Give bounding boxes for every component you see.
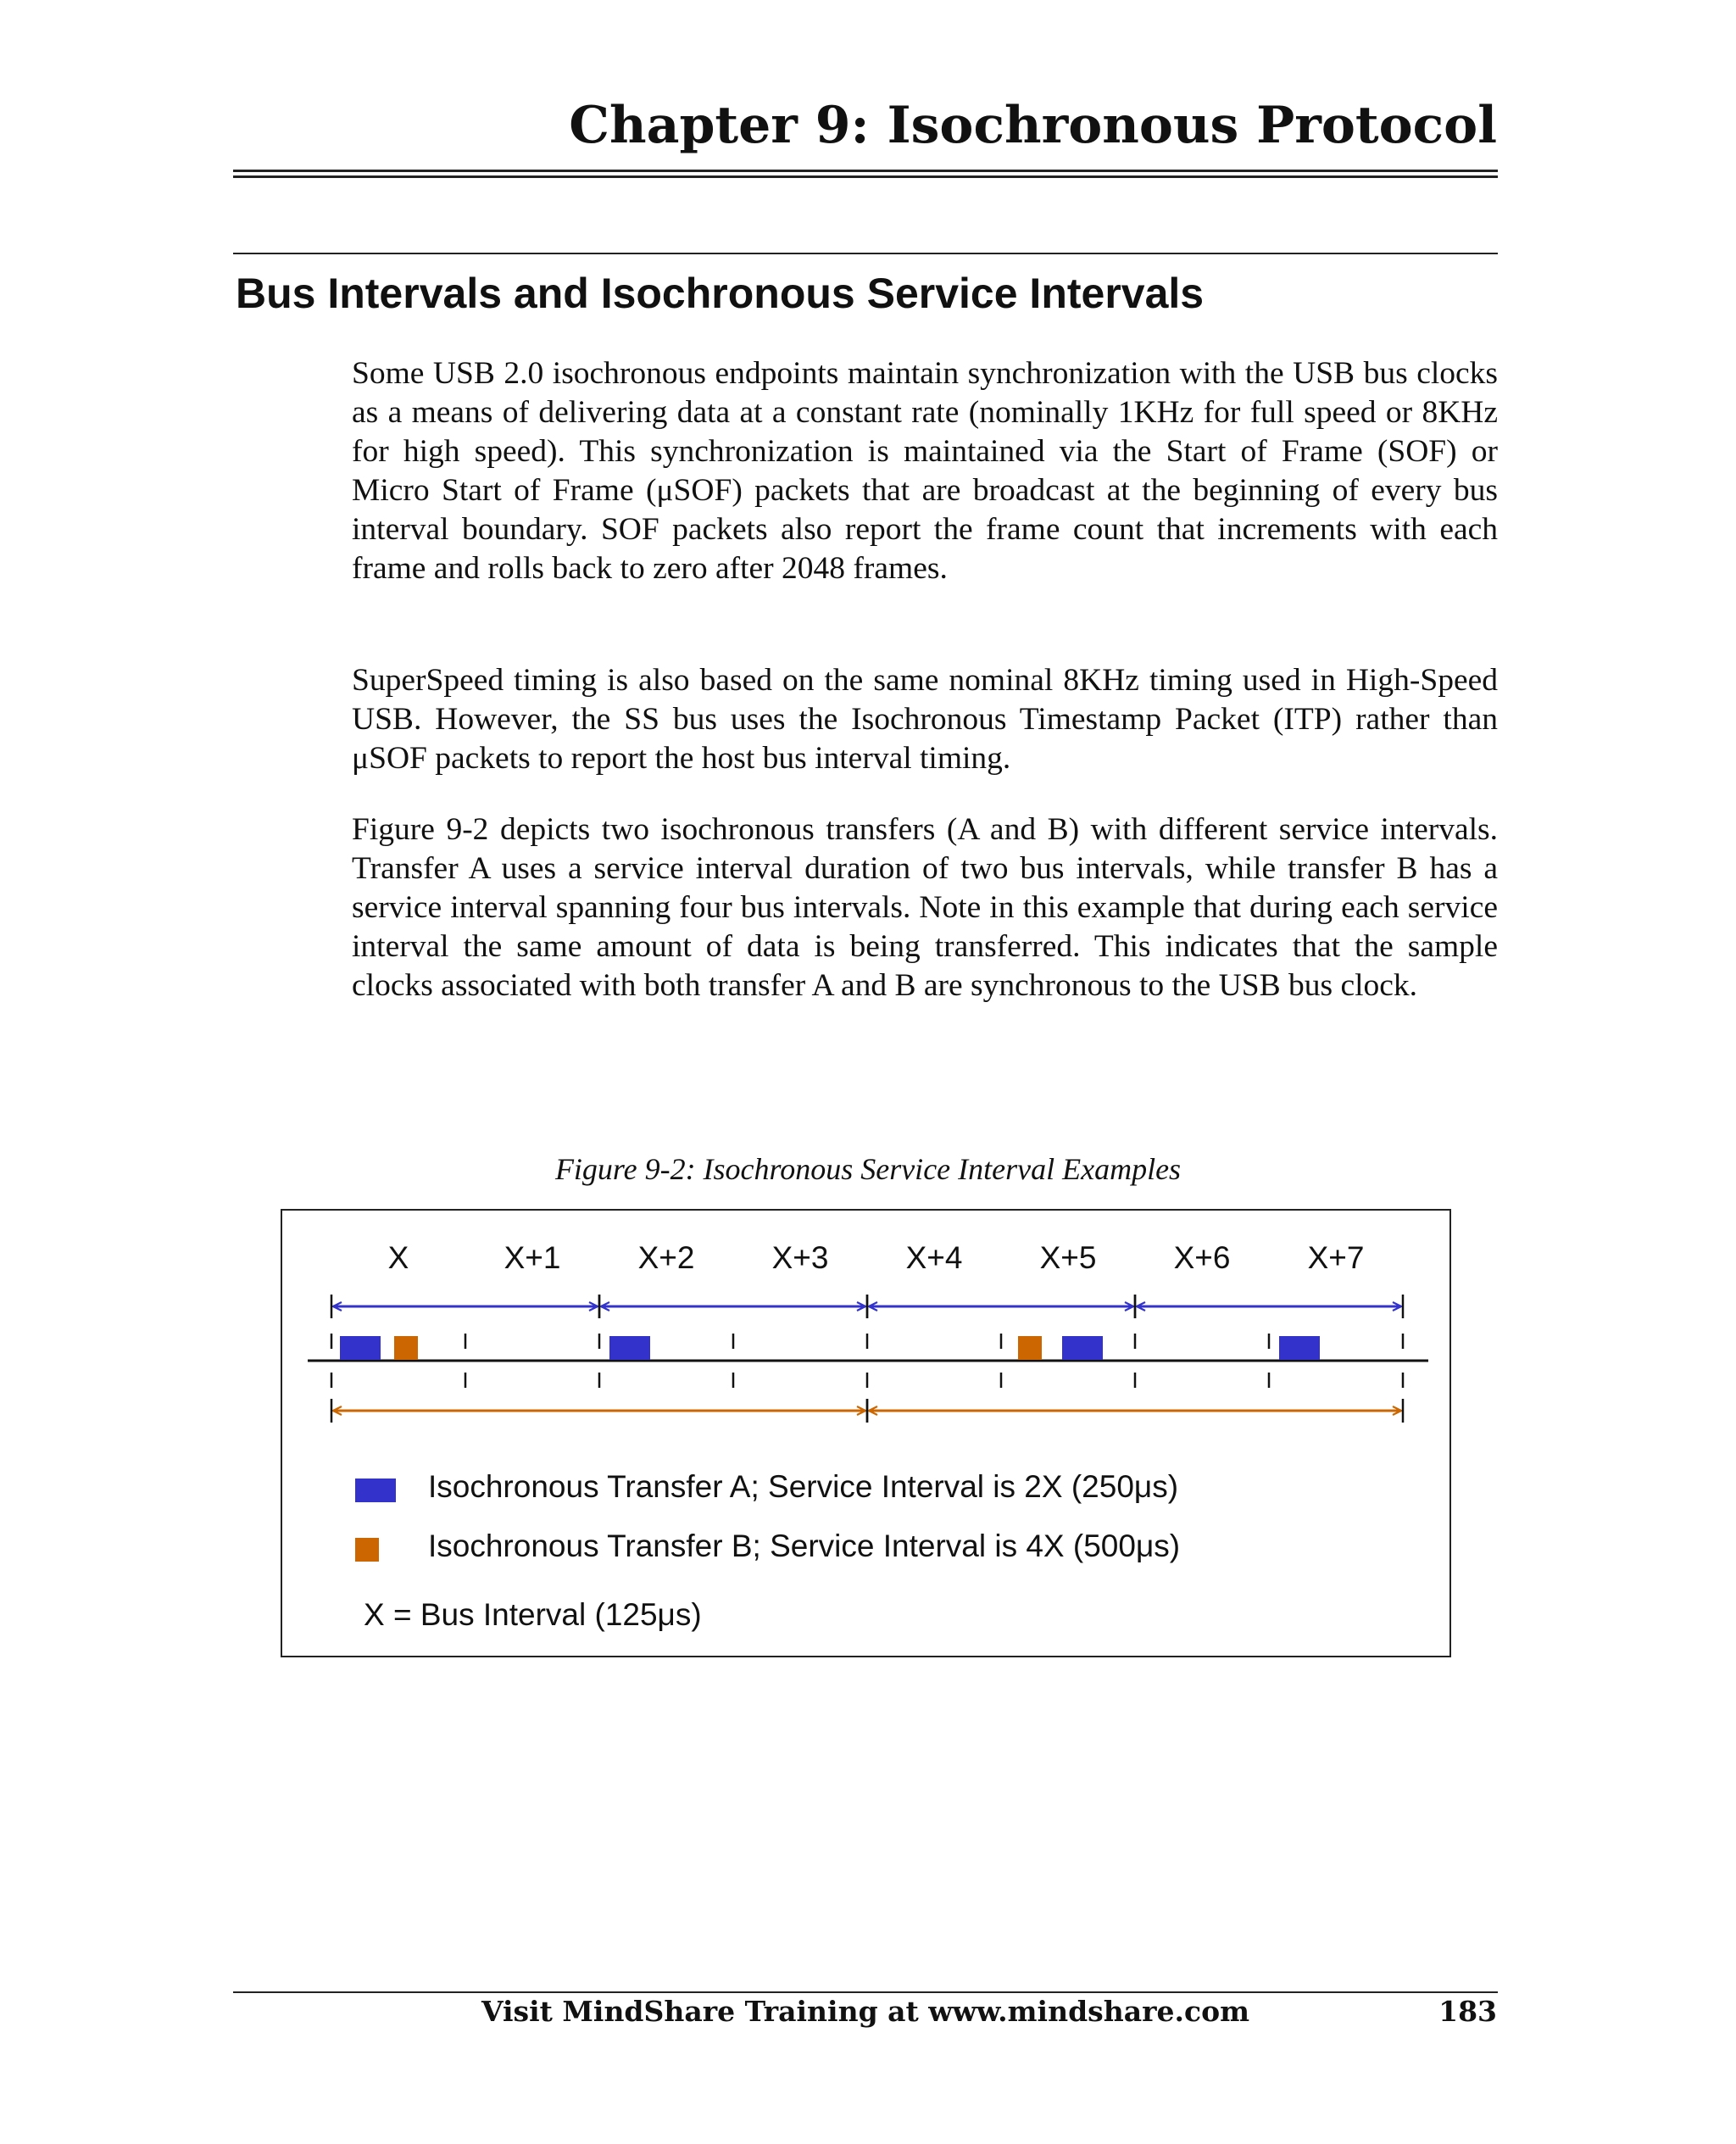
header-rule-bottom (233, 175, 1498, 178)
interval-label-4: X+4 (905, 1240, 963, 1275)
paragraph-figure-description: Figure 9-2 depicts two isochronous transfers (A and B) with different service intervals. Transfer A uses a service interval duration of two bus intervals, while transfer B has a service interval spanning four bus intervals. Note in this example that during each service interval the same amount of data is being transferred. This indicates that the sample clocks associated with both transfer A and B are synchronous to the USB bus clock. (352, 812, 1498, 1003)
figure-caption: Figure 9-2: Isochronous Service Interval Examples (554, 1152, 1182, 1186)
transfer-a-service-intervals (331, 1295, 1403, 1318)
paragraph-sof-sync: Some USB 2.0 isochronous endpoints maintain synchronization with the USB bus clocks as a means of delivering data at a constant rate (nominally 1KHz for full speed or 8KHz for high speed). This synchronization is maintained via the Start of Frame (SOF) or Micro Start of Frame (μSOF) packets that are broadcast at the beginning of every bus interval boundary. SOF packets also report the frame count that increments with each frame and rolls back to zero after 2048 frames. (352, 356, 1498, 586)
interval-label-5: X+5 (1039, 1240, 1097, 1275)
packet-transfer-a-0 (340, 1336, 381, 1360)
footer-text: Visit MindShare Training at www.mindshare.com (481, 1995, 1250, 2028)
interval-label-0: X (387, 1240, 409, 1275)
legend-swatch-transfer-b (355, 1538, 379, 1562)
section-title: Bus Intervals and Isochronous Service Intervals (236, 270, 1205, 317)
section-rule (233, 253, 1498, 254)
packet-transfer-a-2 (609, 1336, 650, 1360)
interval-label-2: X+2 (637, 1240, 695, 1275)
interval-label-1: X+1 (504, 1240, 561, 1275)
interval-label-6: X+6 (1173, 1240, 1231, 1275)
paragraph-superspeed-timing: SuperSpeed timing is also based on the same nominal 8KHz timing used in High-Speed USB. However, the SS bus uses the Isochronous Timestamp Packet (ITP) rather than μSOF packets to report the host bus interval timing. (352, 663, 1498, 776)
legend-transfer-a: Isochronous Transfer A; Service Interval is 2X (250μs) (428, 1469, 1179, 1504)
chapter-title: Chapter 9: Isochronous Protocol (569, 96, 1497, 155)
service-interval-diagram (281, 1209, 1451, 1657)
packet-transfer-b-0 (394, 1336, 418, 1360)
packets (340, 1336, 1320, 1360)
packet-transfer-a-5 (1062, 1336, 1103, 1360)
interval-label-3: X+3 (771, 1240, 829, 1275)
timing-diagram-svg (282, 1211, 1453, 1659)
legend-swatch-transfer-a (355, 1479, 396, 1502)
header-rule-top (233, 170, 1498, 172)
legend-bus-interval: X = Bus Interval (125μs) (364, 1597, 702, 1632)
legend-transfer-b: Isochronous Transfer B; Service Interval is 4X (500μs) (428, 1529, 1181, 1563)
packet-transfer-a-7 (1279, 1336, 1320, 1360)
packet-transfer-b-5 (1018, 1336, 1042, 1360)
page-number: 183 (1438, 1995, 1497, 2028)
transfer-b-service-intervals (331, 1399, 1403, 1423)
interval-label-7: X+7 (1307, 1240, 1365, 1275)
